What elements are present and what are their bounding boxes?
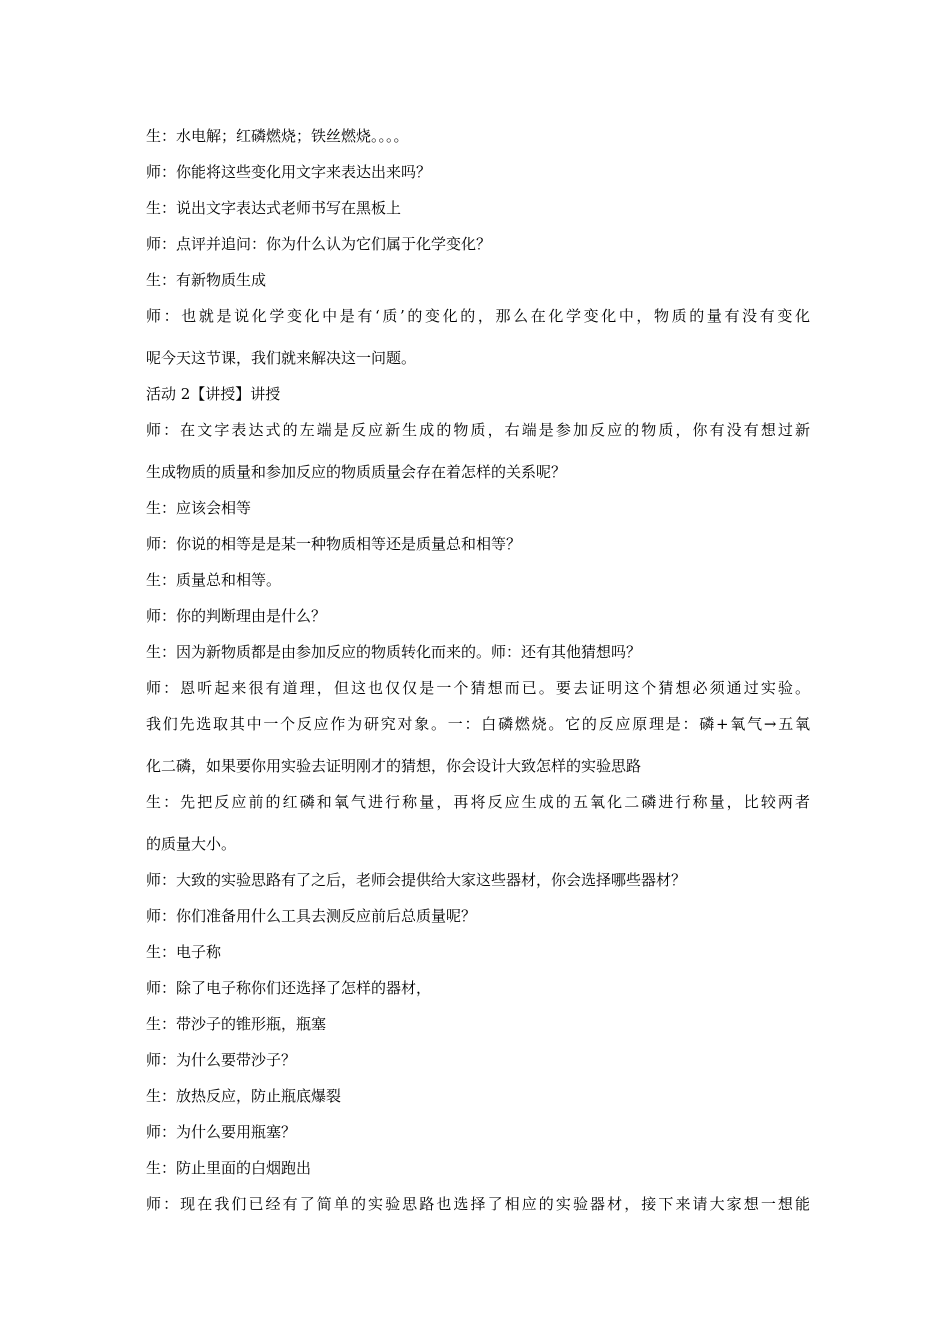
document-body: [146, 118, 810, 1222]
text-line: 生：带沙子的锥形瓶，瓶塞: [146, 1015, 327, 1033]
text-line: 生：因为新物质都是由参加反应的物质转化而来的。师：还有其他猜想吗？: [146, 643, 642, 661]
text-line: 师：你说的相等是是某一种物质相等还是质量总和相等？: [146, 535, 522, 553]
text-line: 师：也就是说化学变化中是有‘质’的变化的，那么在化学变化中，物质的量有没有变化: [146, 307, 810, 325]
text-line: 生：说出文字表达式老师书写在黑板上: [146, 199, 402, 217]
text-line: 生：应该会相等: [146, 499, 252, 517]
text-line: 生：水电解；红磷燃烧；铁丝燃烧。。。。: [146, 127, 409, 145]
text-line: 师：在文字表达式的左端是反应新生成的物质，右端是参加反应的物质，你有没有想过新: [146, 421, 810, 439]
text-line: 生：质量总和相等。: [146, 571, 282, 589]
text-line: 师：你们准备用什么工具去测反应前后总质量呢？: [146, 907, 477, 925]
text-line: 化二磷，如果要你用实验去证明刚才的猜想，你会设计大致怎样的实验思路: [146, 757, 642, 775]
text-line: 生：先把反应前的红磷和氧气进行称量，再将反应生成的五氧化二磷进行称量，比较两者: [146, 793, 810, 811]
text-line: 师：大致的实验思路有了之后，老师会提供给大家这些器材，你会选择哪些器材？: [146, 871, 687, 889]
text-line: 师：恩听起来很有道理，但这也仅仅是一个猜想而已。要去证明这个猜想必须通过实验。: [146, 679, 810, 697]
text-line: 生：放热反应，防止瓶底爆裂: [146, 1087, 342, 1105]
text-line: 我们先选取其中一个反应作为研究对象。一：白磷燃烧。它的反应原理是：磷+氧气→五氧: [146, 715, 810, 733]
text-line: 师：为什么要用瓶塞？: [146, 1123, 297, 1141]
text-line: 师：你能将这些变化用文字来表达出来吗？: [146, 163, 432, 181]
text-line: 生：电子称: [146, 943, 222, 961]
text-line: 师：除了电子称你们还选择了怎样的器材，: [146, 979, 432, 997]
text-line: 生：防止里面的白烟跑出: [146, 1159, 312, 1177]
text-line: 师：你的判断理由是什么？: [146, 607, 327, 625]
text-line: 呢今天这节课，我们就来解决这一问题。: [146, 349, 417, 367]
text-line: 活动 2【讲授】讲授: [146, 385, 281, 403]
text-line: 师：现在我们已经有了简单的实验思路也选择了相应的实验器材，接下来请大家想一想能: [146, 1195, 810, 1213]
text-line: 生：有新物质生成: [146, 271, 267, 289]
text-line: 师：点评并追问：你为什么认为它们属于化学变化？: [146, 235, 492, 253]
text-line: 的质量大小。: [146, 835, 237, 853]
text-line: 师：为什么要带沙子？: [146, 1051, 297, 1069]
text-line: 生成物质的质量和参加反应的物质质量会存在着怎样的关系呢？: [146, 463, 567, 481]
